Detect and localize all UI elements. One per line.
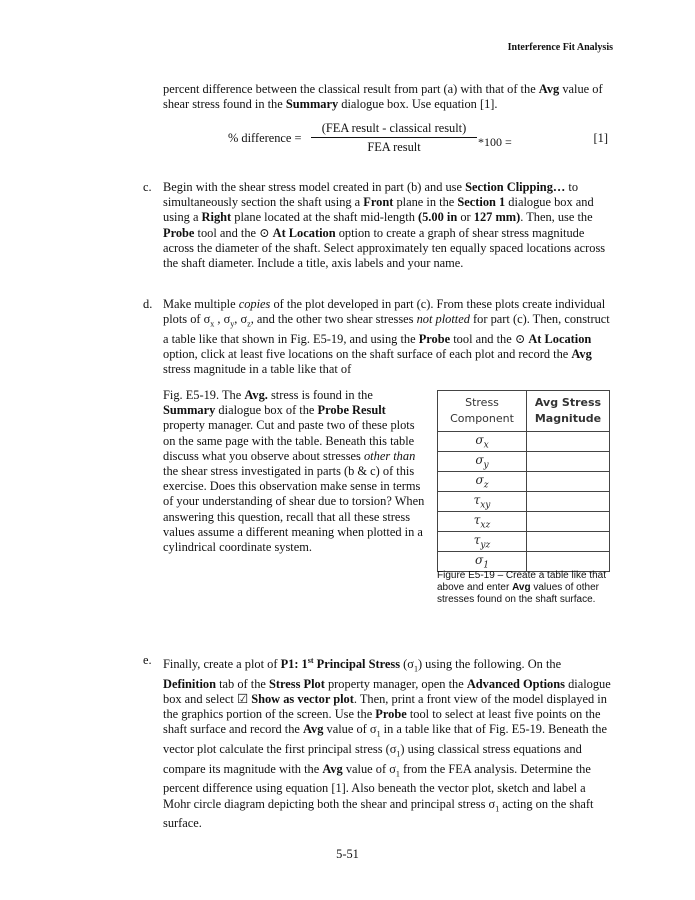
page-header: Interference Fit Analysis: [507, 42, 613, 53]
list-marker: e.: [143, 653, 152, 667]
stress-symbol-cell: $\sigma_z$: [438, 472, 527, 492]
list-item-e: [143, 653, 615, 832]
avg-value-cell: [527, 492, 610, 512]
table-row: [438, 532, 610, 552]
intro-paragraph: percent difference between the classical result from part (a) with that of the Avg value of shear stress found in the Summary dialogue box. Use equation [1].: [163, 82, 603, 111]
stress-table: [437, 390, 610, 572]
column-header-stress-component: Stress Component: [438, 391, 527, 432]
table-row: [438, 452, 610, 472]
equation-reference: [1]: [593, 131, 608, 145]
avg-value-cell: [527, 532, 610, 552]
column-header-avg-stress: Avg Stress Magnitude: [527, 391, 610, 432]
stress-symbol-cell: $\tau_{xz}$: [438, 512, 527, 532]
avg-value-cell: [527, 432, 610, 452]
equation-rhs: *100 =: [478, 135, 512, 149]
stress-symbol-cell: $\sigma_1$: [438, 552, 527, 572]
stress-symbol-cell: $\sigma_y$: [438, 452, 527, 472]
list-marker: d.: [143, 297, 153, 311]
stress-symbol-cell: $\tau_{yz}$: [438, 532, 527, 552]
table-row: [438, 492, 610, 512]
percent-difference-equation: [228, 121, 608, 161]
item-e-text: Finally, create a plot of P1: 1st Principal Stress $(\sigma_1)$ using the following. On the Definition tab of the Stress Plot property manager, open the Advanced Options dialogue box and select ☑ Show as vector plot. Then, print a front view of the model displayed in the graphics portion of the screen. Use the Probe tool to select at least five points on the shaft surface and record the Avg value of $\sigma_1$ in a table like that of Fig. E5-19. Beneath the vector plot calculate the first principal stress $(\sigma_1)$ using classical stress equations and compare its magnitude with the Avg value of $\sigma_1$ from the FEA analysis. Determine the percent difference using equation [1]. Also beneath the vector plot, sketch and label a Mohr circle diagram depicting both the shear and principal stress $\sigma_1$ acting on the shaft surface.: [163, 656, 611, 831]
figure-caption: Figure E5-19 – Create a table like that above and enter Avg values of other stresses found on the shaft surface.: [437, 570, 606, 605]
avg-value-cell: [527, 452, 610, 472]
page-number: 5-51: [336, 847, 359, 861]
avg-value-cell: [527, 552, 610, 572]
equation-numerator: (FEA result - classical result): [311, 121, 477, 138]
equation-lhs: % difference =: [228, 131, 302, 145]
stress-symbol-cell: $\tau_{xy}$: [438, 492, 527, 512]
stress-symbol-cell: $\sigma_x$: [438, 432, 527, 452]
equation-fraction: [311, 121, 477, 155]
table-header-row: [438, 391, 610, 432]
list-item-c: [143, 180, 615, 271]
table-row: [438, 472, 610, 492]
list-item-d: [143, 297, 615, 377]
table-row: [438, 432, 610, 452]
table-row: [438, 552, 610, 572]
item-d-text: Make multiple copies of the plot developed in part (c). From these plots create individual plots of $\sigma_x$ , $\sigma_y$, $\sigma_z$, and the other two shear stresses not plotted for part (c). Then, construct a table like that shown in Fig. E5-19, and using the Probe tool and the ⊙ At Location option, click at least five locations on the shaft surface of each plot and record the Avg stress magnitude in a table like that of: [163, 297, 610, 377]
avg-value-cell: [527, 512, 610, 532]
item-d-continuation: Fig. E5-19. The Avg. stress is found in the Summary dialogue box of the Probe Result property manager. Cut and paste two of these plots on the same page with the table. Beneath this table discuss what you observe about stresses other than the shear stress investigated in parts (b & c) of this exercise. Does this observation make sense in terms of your understanding of shear due to torsion? When answering this question, recall that all these stress values assume a different meaning when plotted in a cylindrical coordinate system.: [163, 388, 425, 555]
table-row: [438, 512, 610, 532]
item-c-text: Begin with the shear stress model created in part (b) and use Section Clipping… to simultaneously section the shaft using a Front plane in the Section 1 dialogue box and using a Right plane located at the shaft mid-length (5.00 in or 127 mm). Then, use the Probe tool and the ⊙ At Location option to create a graph of shear stress magnitude across the diameter of the shaft. Select approximately ten equally spaced locations across the shaft diameter. Include a title, axis labels and your name.: [163, 180, 606, 271]
avg-value-cell: [527, 472, 610, 492]
equation-denominator: FEA result: [367, 140, 421, 154]
list-marker: c.: [143, 180, 152, 194]
